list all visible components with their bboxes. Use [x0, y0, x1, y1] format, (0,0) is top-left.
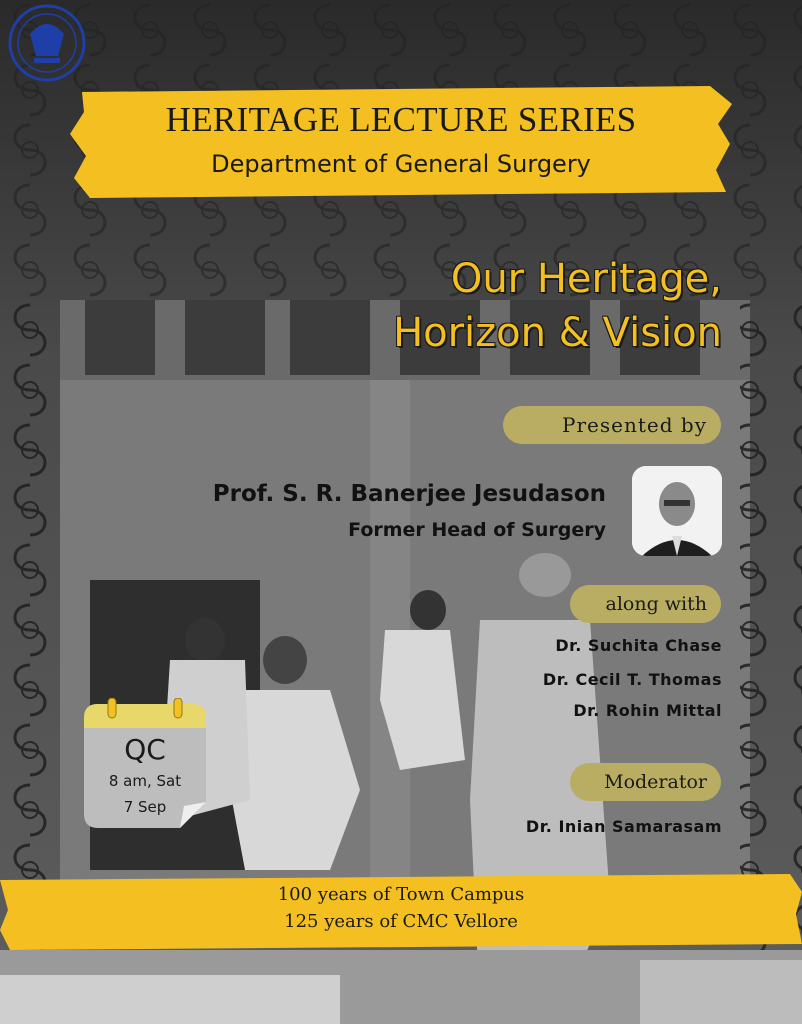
- event-time: 8 am, Sat: [108, 772, 182, 790]
- moderator-name: Dr. Inian Samarasam: [525, 817, 722, 836]
- event-date: 7 Sep: [123, 798, 167, 816]
- event-venue: QC: [124, 733, 166, 766]
- moderator-label: Moderator: [604, 771, 707, 793]
- along-with-pill: [570, 585, 721, 623]
- anniversary-line1: 100 years of Town Campus: [277, 884, 525, 905]
- lecture-title: [393, 252, 722, 360]
- institution-logo: [8, 4, 86, 82]
- presented-by-label: Presented by: [562, 413, 707, 437]
- presenter-name: Prof. S. R. Banerjee Jesudason: [212, 481, 606, 507]
- presenter-portrait: [632, 466, 722, 556]
- moderator-pill: [570, 763, 721, 801]
- series-title: HERITAGE LECTURE SERIES: [165, 100, 637, 139]
- along-with-label: along with: [605, 593, 707, 615]
- anniversary-line2: 125 years of CMC Vellore: [284, 911, 518, 932]
- presenter-role: Former Head of Surgery: [348, 519, 606, 541]
- lecture-title-line1: Our Heritage,: [450, 256, 722, 302]
- co-speaker: Dr. Cecil T. Thomas: [542, 670, 722, 689]
- lecture-title-line2: Horizon & Vision: [393, 310, 722, 356]
- presented-by-pill: [503, 406, 721, 444]
- co-speaker: Dr. Suchita Chase: [555, 636, 722, 655]
- department-name: Department of General Surgery: [211, 150, 591, 178]
- co-speaker: Dr. Rohin Mittal: [573, 701, 722, 720]
